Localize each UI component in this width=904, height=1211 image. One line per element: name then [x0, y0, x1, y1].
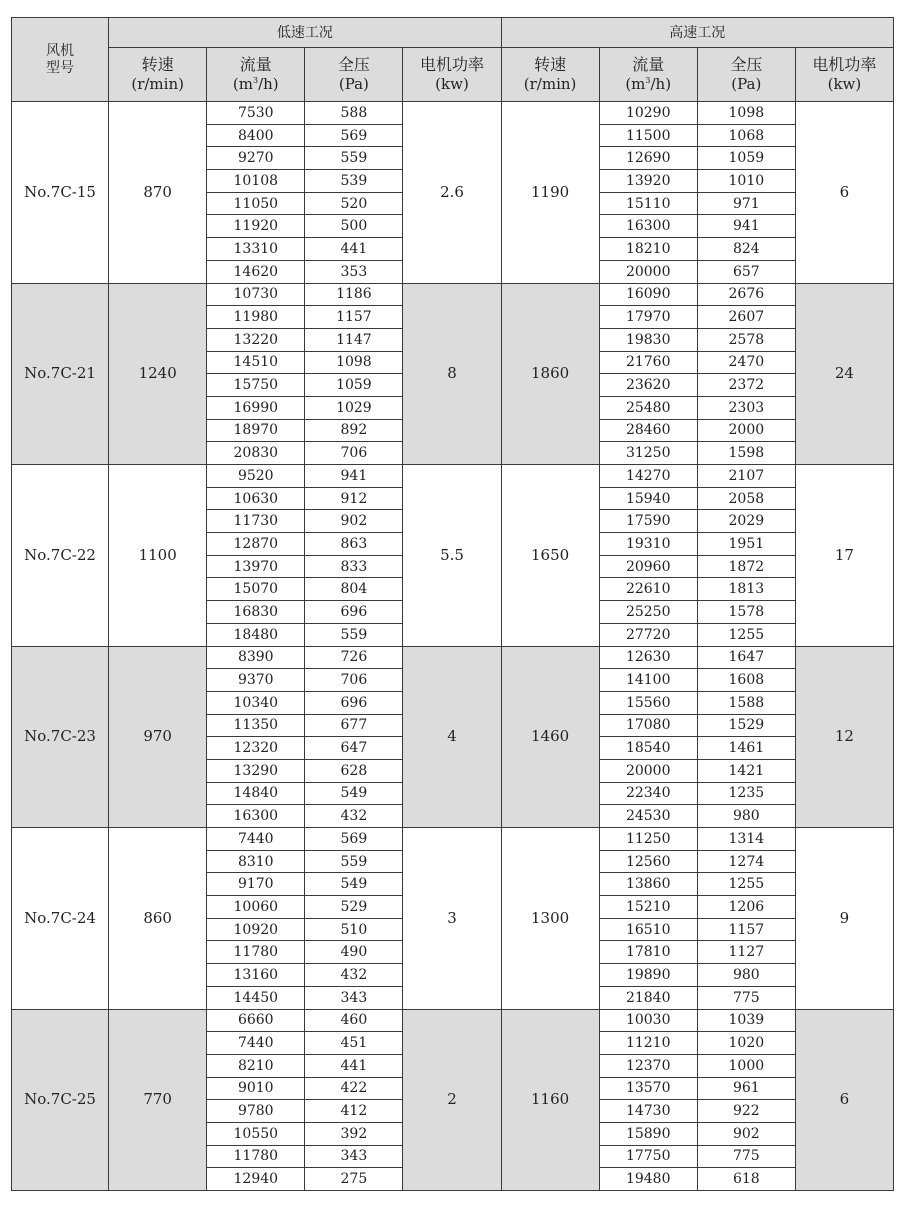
model-header-line2: 型号 [46, 59, 75, 76]
high-pressure-cell: 1206 [697, 896, 795, 919]
high-pressure-cell: 1020 [697, 1032, 795, 1055]
low-pressure-cell: 412 [305, 1100, 403, 1123]
low-flow-cell: 12940 [207, 1168, 305, 1191]
low-pressure-cell: 432 [305, 805, 403, 828]
low-flow-cell: 12870 [207, 533, 305, 556]
model-name-cell: No.7C-15 [12, 102, 109, 284]
low-flow-cell: 16830 [207, 601, 305, 624]
model-group [12, 102, 894, 284]
high-flow-cell: 25480 [599, 396, 697, 419]
header-power-label: 电机功率 [812, 55, 877, 75]
low-pressure-cell: 549 [305, 782, 403, 805]
high-pressure-cell: 1951 [697, 533, 795, 556]
low-flow-cell: 18480 [207, 623, 305, 646]
table-row [12, 465, 894, 488]
high-power-cell: 6 [795, 102, 893, 284]
high-flow-cell: 20000 [599, 260, 697, 283]
high-pressure-cell: 961 [697, 1077, 795, 1100]
high-pressure-cell: 2029 [697, 510, 795, 533]
high-flow-cell: 17750 [599, 1145, 697, 1168]
high-power-cell: 24 [795, 283, 893, 465]
low-power-header [403, 48, 501, 102]
high-pressure-cell: 1872 [697, 555, 795, 578]
low-flow-cell: 8390 [207, 646, 305, 669]
low-pressure-cell: 902 [305, 510, 403, 533]
table-row [12, 283, 894, 306]
high-pressure-cell: 824 [697, 238, 795, 261]
high-power-cell: 6 [795, 1009, 893, 1191]
low-flow-header [207, 48, 305, 102]
low-pressure-cell: 1147 [305, 328, 403, 351]
high-power-header [795, 48, 893, 102]
high-flow-cell: 14730 [599, 1100, 697, 1123]
low-flow-cell: 9780 [207, 1100, 305, 1123]
low-pressure-cell: 529 [305, 896, 403, 919]
high-pressure-cell: 1127 [697, 941, 795, 964]
high-pressure-header [697, 48, 795, 102]
high-flow-cell: 15210 [599, 896, 697, 919]
model-name-cell: No.7C-22 [12, 465, 109, 647]
high-flow-cell: 10290 [599, 102, 697, 125]
low-flow-cell: 12320 [207, 737, 305, 760]
low-pressure-cell: 726 [305, 646, 403, 669]
model-group [12, 646, 894, 828]
low-pressure-cell: 490 [305, 941, 403, 964]
low-pressure-cell: 460 [305, 1009, 403, 1032]
high-speed-rpm-cell: 1190 [501, 102, 599, 284]
high-pressure-cell: 775 [697, 986, 795, 1009]
high-flow-cell: 25250 [599, 601, 697, 624]
high-pressure-cell: 775 [697, 1145, 795, 1168]
header-flow-unit: $(m^3/h)$ [625, 75, 672, 94]
low-flow-cell: 14620 [207, 260, 305, 283]
low-flow-cell: 13220 [207, 328, 305, 351]
high-pressure-cell: 2470 [697, 351, 795, 374]
table-row [12, 102, 894, 125]
high-pressure-cell: 1421 [697, 759, 795, 782]
model-group [12, 283, 894, 465]
low-flow-cell: 10060 [207, 896, 305, 919]
low-pressure-cell: 569 [305, 828, 403, 851]
low-speed-rpm-cell: 1240 [109, 283, 207, 465]
low-flow-cell: 11920 [207, 215, 305, 238]
low-speed-rpm-cell: 970 [109, 646, 207, 828]
high-flow-header [599, 48, 697, 102]
low-pressure-cell: 912 [305, 487, 403, 510]
high-pressure-cell: 1255 [697, 623, 795, 646]
high-flow-cell: 24530 [599, 805, 697, 828]
header-pressure-unit: (Pa) [731, 75, 762, 94]
high-flow-cell: 13860 [599, 873, 697, 896]
high-flow-cell: 17970 [599, 306, 697, 329]
high-flow-cell: 16510 [599, 918, 697, 941]
low-power-cell: 2 [403, 1009, 501, 1191]
low-pressure-cell: 520 [305, 192, 403, 215]
header-speed-label: 转速 [141, 55, 174, 75]
low-flow-cell: 14450 [207, 986, 305, 1009]
high-flow-cell: 12370 [599, 1054, 697, 1077]
low-pressure-cell: 353 [305, 260, 403, 283]
low-power-cell: 3 [403, 828, 501, 1010]
model-group [12, 465, 894, 647]
model-name-cell: No.7C-21 [12, 283, 109, 465]
low-pressure-cell: 559 [305, 147, 403, 170]
high-pressure-cell: 1068 [697, 124, 795, 147]
low-pressure-cell: 863 [305, 533, 403, 556]
high-flow-cell: 17080 [599, 714, 697, 737]
low-pressure-cell: 706 [305, 669, 403, 692]
high-power-cell: 12 [795, 646, 893, 828]
low-flow-cell: 10340 [207, 691, 305, 714]
low-flow-cell: 8310 [207, 850, 305, 873]
model-group [12, 1009, 894, 1191]
low-flow-cell: 9270 [207, 147, 305, 170]
high-pressure-cell: 980 [697, 964, 795, 987]
high-flow-cell: 10030 [599, 1009, 697, 1032]
high-pressure-cell: 1314 [697, 828, 795, 851]
low-flow-cell: 15070 [207, 578, 305, 601]
high-pressure-cell: 1235 [697, 782, 795, 805]
low-pressure-cell: 1029 [305, 396, 403, 419]
low-flow-cell: 11780 [207, 941, 305, 964]
high-pressure-cell: 1000 [697, 1054, 795, 1077]
model-name-cell: No.7C-25 [12, 1009, 109, 1191]
low-speed-group-header: 低速工况 [109, 18, 501, 48]
high-flow-cell: 13920 [599, 170, 697, 193]
high-flow-cell: 15110 [599, 192, 697, 215]
table-header [12, 18, 894, 102]
low-power-cell: 2.6 [403, 102, 501, 284]
high-flow-cell: 15560 [599, 691, 697, 714]
low-flow-cell: 11780 [207, 1145, 305, 1168]
low-pressure-cell: 441 [305, 1054, 403, 1077]
high-flow-cell: 18210 [599, 238, 697, 261]
low-pressure-cell: 833 [305, 555, 403, 578]
low-pressure-cell: 696 [305, 691, 403, 714]
high-speed-rpm-cell: 1160 [501, 1009, 599, 1191]
low-pressure-cell: 706 [305, 442, 403, 465]
high-speed-rpm-header [501, 48, 599, 102]
low-flow-cell: 18970 [207, 419, 305, 442]
low-pressure-cell: 500 [305, 215, 403, 238]
low-pressure-cell: 422 [305, 1077, 403, 1100]
table-row [12, 1009, 894, 1032]
low-pressure-cell: 569 [305, 124, 403, 147]
model-header-line1: 风机 [46, 43, 75, 60]
high-flow-cell: 31250 [599, 442, 697, 465]
low-pressure-cell: 941 [305, 465, 403, 488]
low-flow-cell: 6660 [207, 1009, 305, 1032]
high-flow-cell: 16300 [599, 215, 697, 238]
high-flow-cell: 12560 [599, 850, 697, 873]
low-pressure-cell: 559 [305, 623, 403, 646]
high-flow-cell: 18540 [599, 737, 697, 760]
high-pressure-cell: 1647 [697, 646, 795, 669]
low-flow-cell: 11050 [207, 192, 305, 215]
high-flow-cell: 14100 [599, 669, 697, 692]
low-flow-cell: 9170 [207, 873, 305, 896]
high-pressure-cell: 1274 [697, 850, 795, 873]
header-power-label: 电机功率 [419, 55, 484, 75]
high-flow-cell: 12630 [599, 646, 697, 669]
low-pressure-cell: 432 [305, 964, 403, 987]
high-pressure-cell: 1461 [697, 737, 795, 760]
low-power-cell: 5.5 [403, 465, 501, 647]
high-flow-cell: 19830 [599, 328, 697, 351]
low-pressure-cell: 343 [305, 986, 403, 1009]
high-flow-cell: 23620 [599, 374, 697, 397]
header-pressure-unit: (Pa) [338, 75, 369, 94]
low-speed-rpm-cell: 870 [109, 102, 207, 284]
low-flow-cell: 14840 [207, 782, 305, 805]
low-flow-cell: 13970 [207, 555, 305, 578]
low-flow-cell: 13310 [207, 238, 305, 261]
high-speed-rpm-cell: 1460 [501, 646, 599, 828]
high-flow-cell: 16090 [599, 283, 697, 306]
high-flow-cell: 19480 [599, 1168, 697, 1191]
high-flow-cell: 15940 [599, 487, 697, 510]
high-pressure-cell: 2578 [697, 328, 795, 351]
low-pressure-cell: 451 [305, 1032, 403, 1055]
low-speed-rpm-cell: 1100 [109, 465, 207, 647]
low-speed-rpm-header [109, 48, 207, 102]
low-speed-rpm-cell: 770 [109, 1009, 207, 1191]
low-flow-cell: 7440 [207, 828, 305, 851]
header-flow-label: 流量 [239, 55, 272, 75]
high-flow-cell: 13570 [599, 1077, 697, 1100]
high-pressure-cell: 1578 [697, 601, 795, 624]
header-power-unit: (kw) [435, 75, 469, 94]
high-pressure-cell: 2058 [697, 487, 795, 510]
low-flow-cell: 13160 [207, 964, 305, 987]
high-speed-rpm-cell: 1300 [501, 828, 599, 1010]
high-flow-cell: 11500 [599, 124, 697, 147]
high-flow-cell: 17590 [599, 510, 697, 533]
low-pressure-cell: 696 [305, 601, 403, 624]
high-power-cell: 9 [795, 828, 893, 1010]
low-pressure-cell: 1186 [305, 283, 403, 306]
high-pressure-cell: 1813 [697, 578, 795, 601]
high-speed-group-header: 高速工况 [501, 18, 893, 48]
high-pressure-cell: 902 [697, 1122, 795, 1145]
high-pressure-cell: 657 [697, 260, 795, 283]
header-pressure-label: 全压 [337, 55, 370, 75]
high-pressure-cell: 1608 [697, 669, 795, 692]
high-pressure-cell: 1255 [697, 873, 795, 896]
high-flow-cell: 21840 [599, 986, 697, 1009]
low-pressure-cell: 588 [305, 102, 403, 125]
low-flow-cell: 11730 [207, 510, 305, 533]
high-pressure-cell: 1157 [697, 918, 795, 941]
high-pressure-cell: 1588 [697, 691, 795, 714]
low-flow-cell: 16990 [207, 396, 305, 419]
low-pressure-cell: 1059 [305, 374, 403, 397]
high-pressure-cell: 1059 [697, 147, 795, 170]
high-flow-cell: 19310 [599, 533, 697, 556]
header-power-unit: (kw) [827, 75, 862, 94]
low-flow-cell: 10550 [207, 1122, 305, 1145]
low-pressure-cell: 647 [305, 737, 403, 760]
low-flow-cell: 16300 [207, 805, 305, 828]
high-flow-cell: 27720 [599, 623, 697, 646]
high-speed-rpm-cell: 1860 [501, 283, 599, 465]
high-pressure-cell: 971 [697, 192, 795, 215]
high-pressure-cell: 2607 [697, 306, 795, 329]
high-pressure-cell: 922 [697, 1100, 795, 1123]
header-flow-label: 流量 [632, 55, 665, 75]
low-flow-cell: 9370 [207, 669, 305, 692]
high-pressure-cell: 1529 [697, 714, 795, 737]
high-flow-cell: 17810 [599, 941, 697, 964]
low-flow-cell: 10108 [207, 170, 305, 193]
high-pressure-cell: 2676 [697, 283, 795, 306]
high-flow-cell: 22340 [599, 782, 697, 805]
low-flow-cell: 10920 [207, 918, 305, 941]
low-pressure-cell: 549 [305, 873, 403, 896]
high-pressure-cell: 1598 [697, 442, 795, 465]
table-row [12, 646, 894, 669]
low-pressure-header [305, 48, 403, 102]
model-group [12, 828, 894, 1010]
header-speed-unit: (r/min) [523, 75, 577, 94]
low-pressure-cell: 677 [305, 714, 403, 737]
high-flow-cell: 20000 [599, 759, 697, 782]
high-pressure-cell: 941 [697, 215, 795, 238]
high-pressure-cell: 1039 [697, 1009, 795, 1032]
high-flow-cell: 14270 [599, 465, 697, 488]
high-flow-cell: 21760 [599, 351, 697, 374]
low-flow-cell: 9010 [207, 1077, 305, 1100]
high-power-cell: 17 [795, 465, 893, 647]
low-pressure-cell: 559 [305, 850, 403, 873]
low-flow-cell: 13290 [207, 759, 305, 782]
low-flow-cell: 7440 [207, 1032, 305, 1055]
low-pressure-cell: 892 [305, 419, 403, 442]
high-pressure-cell: 2303 [697, 396, 795, 419]
low-pressure-cell: 275 [305, 1168, 403, 1191]
low-pressure-cell: 1157 [305, 306, 403, 329]
low-flow-cell: 8210 [207, 1054, 305, 1077]
low-pressure-cell: 441 [305, 238, 403, 261]
header-flow-unit: $(m^3/h)$ [232, 75, 279, 94]
low-power-cell: 4 [403, 646, 501, 828]
high-pressure-cell: 2107 [697, 465, 795, 488]
high-flow-cell: 28460 [599, 419, 697, 442]
high-pressure-cell: 618 [697, 1168, 795, 1191]
low-flow-cell: 14510 [207, 351, 305, 374]
low-power-cell: 8 [403, 283, 501, 465]
low-flow-cell: 8400 [207, 124, 305, 147]
high-pressure-cell: 1098 [697, 102, 795, 125]
high-flow-cell: 22610 [599, 578, 697, 601]
low-flow-cell: 15750 [207, 374, 305, 397]
high-pressure-cell: 2000 [697, 419, 795, 442]
low-flow-cell: 20830 [207, 442, 305, 465]
high-flow-cell: 11210 [599, 1032, 697, 1055]
model-name-cell: No.7C-24 [12, 828, 109, 1010]
model-name-cell: No.7C-23 [12, 646, 109, 828]
low-pressure-cell: 1098 [305, 351, 403, 374]
low-flow-cell: 9520 [207, 465, 305, 488]
low-pressure-cell: 628 [305, 759, 403, 782]
header-speed-unit: (r/min) [131, 75, 184, 94]
header-speed-label: 转速 [534, 55, 567, 75]
low-pressure-cell: 804 [305, 578, 403, 601]
table-row [12, 828, 894, 851]
high-speed-rpm-cell: 1650 [501, 465, 599, 647]
high-flow-cell: 11250 [599, 828, 697, 851]
high-flow-cell: 19890 [599, 964, 697, 987]
low-flow-cell: 10630 [207, 487, 305, 510]
low-pressure-cell: 510 [305, 918, 403, 941]
low-pressure-cell: 392 [305, 1122, 403, 1145]
high-pressure-cell: 2372 [697, 374, 795, 397]
low-speed-rpm-cell: 860 [109, 828, 207, 1010]
header-pressure-label: 全压 [730, 55, 763, 75]
high-flow-cell: 12690 [599, 147, 697, 170]
low-pressure-cell: 539 [305, 170, 403, 193]
high-flow-cell: 15890 [599, 1122, 697, 1145]
model-column-header [12, 18, 109, 102]
low-flow-cell: 7530 [207, 102, 305, 125]
low-flow-cell: 11980 [207, 306, 305, 329]
high-flow-cell: 20960 [599, 555, 697, 578]
high-pressure-cell: 1010 [697, 170, 795, 193]
low-flow-cell: 10730 [207, 283, 305, 306]
fan-performance-table [11, 17, 894, 1191]
low-pressure-cell: 343 [305, 1145, 403, 1168]
high-pressure-cell: 980 [697, 805, 795, 828]
low-flow-cell: 11350 [207, 714, 305, 737]
